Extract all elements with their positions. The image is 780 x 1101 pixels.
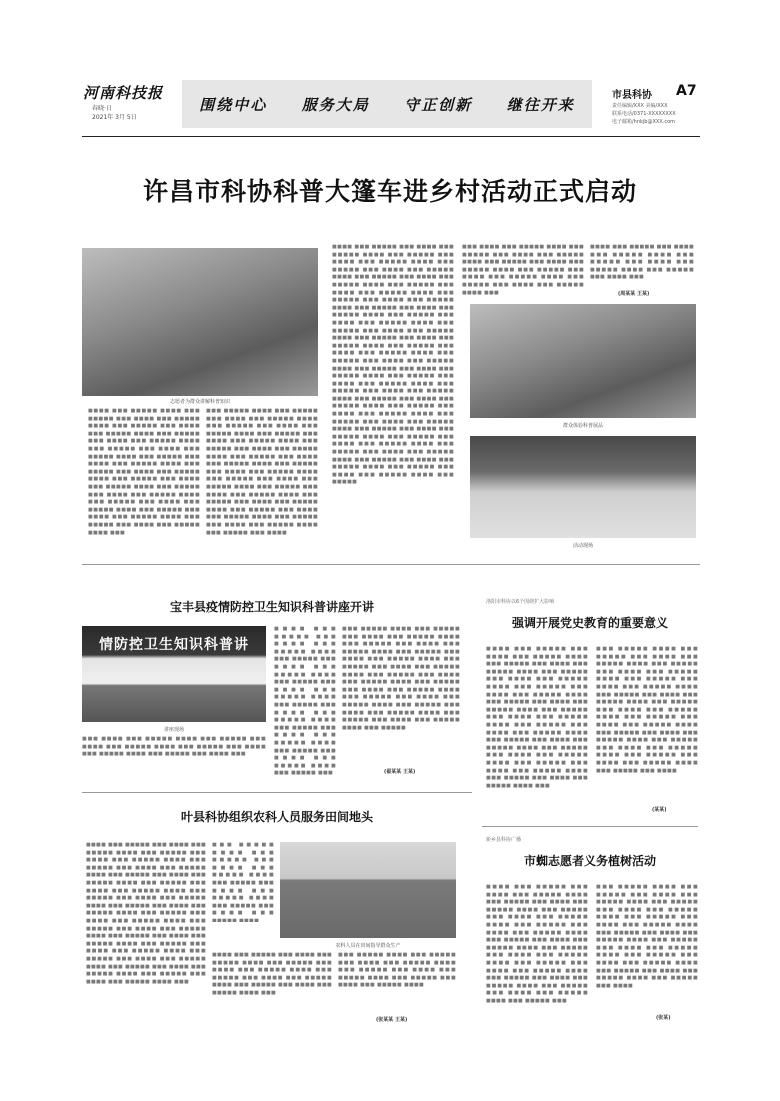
lead-body-col-2: ■■■ ■■■■■ ■■■■ ■■■ ■■■■■ ■■■ ■■■■ ■■■ ■■■■■ ■■■■ ■■■ ■■■■■ ■■■ ■■■■ ■■■ ■■■■■ ■■■■ ■■■ ■■■■■ ■■■ ■■■■ ■■■ ■■■■■ ■■■■ ■■■ ■■■■■ ■■■ ■■■■ ■■■ ■■■■■ ■■■■ ■■■ ■■■■■ ■■■ ■■■■ ■■■ ■■■■■ ■■■■ ■■■ ■■■■■ ■■■ ■■■■ ■■■ ■■■■■ ■■■■ ■■■ ■■■■■ ■■■ ■■■■ ■■■ ■■■■■ ■■■■ ■■■ ■■■■■ ■■■ ■■■■ ■■■ ■■■■■ ■■■■ ■■■ ■■■■■ ■■■ ■■■■ ■■■ ■■■■■ ■■■■ ■■■ ■■■■■ ■■■ ■■■■ ■■■ ■■■■■ ■■■■ ■■■ ■■■■■ ■■■ ■■■■ ■■■ ■■■■■ ■■■■ ■■■ ■■■■■ ■■■ ■■■■ bbox=[206, 408, 318, 536]
story2-body-b: ■■■■ ■■■ ■■■■■ ■■■ ■■■■ ■■■ ■■■■■ ■■■■ ■■■ ■■■■■ ■■■ ■■■■ ■■■ ■■■■■ ■■■■ ■■■ ■■■■■ ■■■ ■■■■ ■■■ ■■■■■ ■■■■ ■■■ ■■■■■ ■■■ ■■■■ ■■■ ■■■■■ ■■■■ ■■■ ■■■■■ ■■■ ■■■■ ■■■ ■■■■■ ■■■■ ■■■ ■■■■■ ■■■ ■■■■ ■■■ ■■■■■ ■■■■ ■■■ ■■■■■ ■■■ bbox=[274, 626, 336, 776]
masthead-date: 2021年 3月 5日 bbox=[92, 114, 137, 121]
story2-banner-text: 情防控卫生知识科普讲 bbox=[99, 637, 249, 653]
masthead-issue-info bbox=[92, 104, 137, 122]
story4-body-col-4: ■■■ ■■■■■ ■■■■ ■■■ ■■■■■ ■■■ ■■■■ ■■■ ■■■■■ ■■■■ ■■■ ■■■■■ ■■■ ■■■■ ■■■ ■■■■■ ■■■■ ■■■ ■■■■■ ■■■ ■■■■ ■■■ ■■■■■ ■■■■ bbox=[338, 952, 456, 989]
story5-byline: (张某) bbox=[656, 1015, 671, 1021]
newspaper-logo: 河南科技报 bbox=[83, 84, 164, 102]
slogan-4: 继往开来 bbox=[506, 95, 575, 114]
slogan-banner bbox=[182, 80, 592, 128]
story5-body-col-1: ■■■■ ■■■ ■■■■■ ■■■ ■■■■ ■■■ ■■■■■ ■■■■ ■■■ ■■■■■ ■■■ ■■■■ ■■■ ■■■■■ ■■■■ ■■■ ■■■■■ ■■■ ■■■■ ■■■ ■■■■■ ■■■■ ■■■ ■■■■■ ■■■ ■■■■ ■■■ ■■■■■ ■■■■ ■■■ ■■■■■ ■■■ ■■■■ ■■■ ■■■■■ ■■■■ ■■■ ■■■■■ ■■■ ■■■■ ■■■ ■■■■■ ■■■■ ■■■ ■■■■■ ■■■ ■■■■ ■■■ ■■■■■ ■■■■ ■■■ ■■■■■ ■■■ ■■■■ ■■■ ■■■■■ ■■■■ ■■■ ■■■■■ ■■■ ■■■■ ■■■ ■■■■■ ■■■■ ■■■ ■■■■■ ■■■ bbox=[486, 884, 588, 1004]
story5-body-col-2: ■■■ ■■■■■ ■■■■ ■■■ ■■■■■ ■■■ ■■■■ ■■■ ■■■■■ ■■■■ ■■■ ■■■■■ ■■■ ■■■■ ■■■ ■■■■■ ■■■■ ■■■ ■■■■■ ■■■ ■■■■ ■■■ ■■■■■ ■■■■ ■■■ ■■■■■ ■■■ ■■■■ ■■■ ■■■■■ ■■■■ ■■■ ■■■■■ ■■■ ■■■■ ■■■ ■■■■■ ■■■■ ■■■ ■■■■■ ■■■ ■■■■ ■■■ ■■■■■ ■■■■ ■■■ ■■■■■ ■■■ ■■■■ ■■■ ■■■■■ ■■■■ ■■■ ■■■■■ ■■■ ■■■■ bbox=[596, 884, 698, 989]
story2-photo-caption: 讲座现场 bbox=[163, 727, 184, 733]
story2-body-c: ■■■ ■■■■■ ■■■■ ■■■ ■■■■■ ■■■ ■■■■ ■■■ ■■■■■ ■■■■ ■■■ ■■■■■ ■■■ ■■■■ ■■■ ■■■■■ ■■■■ ■■■ ■■■■■ ■■■ ■■■■ ■■■ ■■■■■ ■■■■ ■■■ ■■■■■ ■■■ ■■■■ ■■■ ■■■■■ ■■■■ ■■■ ■■■■■ ■■■ ■■■■ ■■■ ■■■■■ ■■■■ ■■■ ■■■■■ ■■■ ■■■■ ■■■ ■■■■■ ■■■■ ■■■ ■■■■■ ■■■ ■■■■ ■■■ ■■■■■ ■■■■ ■■■ ■■■■■ ■■■ ■■■■ ■■■ ■■■■■ ■■■■ ■■■ ■■■■■ ■■■ ■■■■ ■■■ ■■■■■ ■■■■ ■■■ ■■■■■ bbox=[342, 626, 460, 731]
story4-body-col-1: ■■■■ ■■■ ■■■■■ ■■■ ■■■■ ■■■ ■■■■■ ■■■■ ■■■ ■■■■■ ■■■ ■■■■ ■■■ ■■■■■ ■■■■ ■■■ ■■■■■ ■■■ ■■■■ ■■■ ■■■■■ ■■■■ ■■■ ■■■■■ ■■■ ■■■■ ■■■ ■■■■■ ■■■■ ■■■ ■■■■■ ■■■ ■■■■ ■■■ ■■■■■ ■■■■ ■■■ ■■■■■ ■■■ ■■■■ ■■■ ■■■■■ ■■■■ ■■■ ■■■■■ ■■■ ■■■■ ■■■ ■■■■■ ■■■■ ■■■ ■■■■■ ■■■ ■■■■ ■■■ ■■■■■ ■■■■ ■■■ ■■■■■ ■■■ ■■■■ ■■■ ■■■■■ ■■■■ ■■■ ■■■■■ ■■■ ■■■■ ■■■ ■■■■■ ■■■■ ■■■ ■■■■■ ■■■ ■■■■ ■■■ ■■■■■ ■■■■ ■■■ ■■■■■ ■■■ ■■■■ ■■■ ■■■■■ ■■■■ ■■■ ■■■■■ ■■■ ■■■■ ■■■ ■■■■■ ■■■■ ■■■ ■■■■■ ■■■ ■■■■ ■■■ ■■■■■ ■■■■ ■■■ bbox=[86, 842, 206, 985]
story3-divider bbox=[482, 826, 698, 827]
lead-photo-1-caption: 志愿者为群众讲解科普知识 bbox=[169, 399, 230, 405]
section-divider bbox=[82, 564, 700, 565]
story3-body-col-1: ■■■■ ■■■ ■■■■■ ■■■ ■■■■ ■■■ ■■■■■ ■■■■ ■■■ ■■■■■ ■■■ ■■■■ ■■■ ■■■■■ ■■■■ ■■■ ■■■■■ ■■■ ■■■■ ■■■ ■■■■■ ■■■■ ■■■ ■■■■■ ■■■ ■■■■ ■■■ ■■■■■ ■■■■ ■■■ ■■■■■ ■■■ ■■■■ ■■■ ■■■■■ ■■■■ ■■■ ■■■■■ ■■■ ■■■■ ■■■ ■■■■■ ■■■■ ■■■ ■■■■■ ■■■ ■■■■ ■■■ ■■■■■ ■■■■ ■■■ ■■■■■ ■■■ ■■■■ ■■■ ■■■■■ ■■■■ ■■■ ■■■■■ ■■■ ■■■■ ■■■ ■■■■■ ■■■■ ■■■ ■■■■■ ■■■ ■■■■ ■■■ ■■■■■ ■■■■ ■■■ ■■■■■ ■■■ ■■■■ ■■■ ■■■■■ ■■■■ ■■■ bbox=[486, 646, 588, 789]
story4-photo-caption: 农科人员在田间指导群众生产 bbox=[335, 943, 401, 949]
story2-headline: 宝丰县疫情防控卫生知识科普讲座开讲 bbox=[169, 600, 374, 614]
email-line: 电子邮箱/hnkjb@XXX.com bbox=[612, 119, 676, 125]
lead-byline: (周某某 王某) bbox=[618, 291, 650, 297]
slogan-3: 守正创新 bbox=[404, 95, 473, 114]
lead-photo-2-caption: 群众体验科普展品 bbox=[562, 423, 603, 429]
story5-kicker: 新乡县科协广播 bbox=[486, 837, 522, 843]
story2-body-a: ■■■ ■■■■ ■■■ ■■■■■ ■■■■ ■■■ ■■■■■ ■■■ ■■■■ ■■■ ■■■■■ ■■■■ ■■■ ■■■■■ ■■■ ■■■■ ■■■ ■■■■■ ■■■■ ■■■ ■■■■■ ■■■ ■■■■ ■■■ bbox=[82, 736, 266, 758]
story5-headline: 市蜘志愿者义务植树活动 bbox=[523, 854, 656, 868]
lead-photo-1 bbox=[82, 248, 318, 396]
editor-info bbox=[612, 102, 676, 126]
story2-byline: (翟某某 王某) bbox=[384, 769, 416, 775]
lead-photo-2 bbox=[470, 304, 696, 418]
slogan-2: 服务大局 bbox=[301, 95, 370, 114]
story3-body-col-2: ■■■ ■■■■■ ■■■■ ■■■ ■■■■■ ■■■ ■■■■ ■■■ ■■■■■ ■■■■ ■■■ ■■■■■ ■■■ ■■■■ ■■■ ■■■■■ ■■■■ ■■■ ■■■■■ ■■■ ■■■■ ■■■ ■■■■■ ■■■■ ■■■ ■■■■■ ■■■ ■■■■ ■■■ ■■■■■ ■■■■ ■■■ ■■■■■ ■■■ ■■■■ ■■■ ■■■■■ ■■■■ ■■■ ■■■■■ ■■■ ■■■■ ■■■ ■■■■■ ■■■■ ■■■ ■■■■■ ■■■ ■■■■ ■■■ ■■■■■ ■■■■ ■■■ ■■■■■ ■■■ ■■■■ ■■■ ■■■■■ ■■■■ ■■■ ■■■■■ ■■■ ■■■■ ■■■ ■■■■■ ■■■■ ■■■ ■■■■■ ■■■ ■■■■ bbox=[596, 646, 698, 774]
story2-divider bbox=[82, 792, 472, 793]
lead-body-col-5: ■■■■ ■■■ ■■■■■ ■■■ ■■■■ ■■■ ■■■■■ ■■■■ ■■■ ■■■■■ ■■■ ■■■■ ■■■ ■■■■■ ■■■■ ■■■ ■■■■■ ■■■ ■■■■ ■■■ bbox=[590, 244, 694, 281]
story3-headline: 强调开展党史教育的重要意义 bbox=[511, 616, 668, 630]
story3-kicker: 洛阳市科协以6个围绕扩大影响 bbox=[486, 599, 555, 605]
story4-body-col-2: ■■■ ■■■■■ ■■■■ ■■■ ■■■■■ ■■■ ■■■■ ■■■ ■■■■■ ■■■■ ■■■ ■■■■■ ■■■ ■■■■ ■■■ ■■■■■ ■■■■ ■■■ ■■■■■ ■■■ ■■■■ ■■■ ■■■■■ ■■■■ bbox=[212, 842, 274, 922]
story3-byline: (某某) bbox=[652, 807, 667, 813]
phone-line: 联系电话/0371-XXXXXXXX bbox=[612, 111, 676, 117]
lead-headline: 许昌市科协科普大篷车进乡村活动正式启动 bbox=[142, 177, 637, 206]
masthead-rule bbox=[82, 136, 700, 137]
section-name: 市县科协 bbox=[612, 90, 652, 101]
lead-body-col-1: ■■■■ ■■■ ■■■■■ ■■■■ ■■■ ■■■■■ ■■■ ■■■■ ■■■ ■■■■■ ■■■■ ■■■ ■■■■■ ■■■ ■■■■ ■■■ ■■■■■ ■■■■ ■■■ ■■■■■ ■■■ ■■■■ ■■■ ■■■■■ ■■■■ ■■■ ■■■■■ ■■■ ■■■■ ■■■ ■■■■■ ■■■■ ■■■ ■■■■■ ■■■ ■■■■ ■■■ ■■■■■ ■■■■ ■■■ ■■■■■ ■■■ ■■■■ ■■■ ■■■■■ ■■■■ ■■■ ■■■■■ ■■■ ■■■■ ■■■ ■■■■■ ■■■■ ■■■ ■■■■■ ■■■ ■■■■ ■■■ ■■■■■ ■■■■ ■■■ ■■■■■ ■■■ ■■■■ ■■■ ■■■■■ ■■■■ ■■■ ■■■■■ ■■■ ■■■■ ■■■ ■■■■■ ■■■■ ■■■ ■■■■■ ■■■ ■■■■ ■■■ ■■■■■ ■■■■ ■■■ bbox=[88, 408, 200, 536]
lead-photo-3-caption: 活动现场 bbox=[572, 543, 593, 549]
masthead-sub-line: 春晓·日 bbox=[92, 105, 112, 112]
story4-photo bbox=[280, 842, 456, 938]
lead-photo-3 bbox=[470, 436, 696, 538]
lead-body-col-3: ■■■■ ■■■ ■■■■■ ■■■ ■■■■ ■■■ ■■■■■ ■■■■ ■■■ ■■■■■ ■■■ ■■■■ ■■■ ■■■■■ ■■■■ ■■■ ■■■■■ ■■■ ■■■■ ■■■ ■■■■■ ■■■■ ■■■ ■■■■■ ■■■ ■■■■ ■■■ ■■■■■ ■■■■ ■■■ ■■■■■ ■■■ ■■■■ ■■■ ■■■■■ ■■■■ ■■■ ■■■■■ ■■■ ■■■■ ■■■ ■■■■■ ■■■■ ■■■ ■■■■■ ■■■ ■■■■ ■■■ ■■■■■ ■■■■ ■■■ ■■■■■ ■■■ ■■■■ ■■■ ■■■■■ ■■■■ ■■■ ■■■■■ ■■■ ■■■■ ■■■ ■■■■■ ■■■■ ■■■ ■■■■■ ■■■ ■■■■ ■■■ ■■■■■ ■■■■ ■■■ ■■■■■ ■■■ ■■■■ ■■■ ■■■■■ ■■■■ ■■■ ■■■■■ ■■■ ■■■■ ■■■ ■■■■■ ■■■■ ■■■ ■■■■■ ■■■ ■■■■ ■■■ ■■■■■ ■■■■ ■■■ ■■■■■ ■■■ ■■■■ ■■■ ■■■■■ ■■■■ ■■■ ■■■■■ ■■■ ■■■■ ■■■ ■■■■■ ■■■■ ■■■ ■■■■■ ■■■ ■■■■ ■■■ ■■■■■ ■■■■ ■■■ ■■■■■ ■■■ ■■■■ ■■■ ■■■■■ ■■■■ ■■■ ■■■■■ ■■■ ■■■■ ■■■ ■■■■■ ■■■■ ■■■ ■■■■■ ■■■ ■■■■ ■■■ ■■■■■ ■■■■ ■■■ ■■■■■ ■■■ ■■■■ ■■■ ■■■■■ ■■■■ ■■■ ■■■■■ ■■■ ■■■■ ■■■ ■■■■■ ■■■■ ■■■ ■■■■■ ■■■ ■■■■ ■■■ ■■■■■ ■■■■ ■■■ ■■■■■ ■■■ ■■■■ ■■■ ■■■■■ ■■■■ ■■■ ■■■■■ bbox=[332, 244, 454, 486]
story4-body-col-3: ■■■■ ■■■ ■■■■■ ■■■ ■■■■ ■■■ ■■■■■ ■■■■ ■■■ ■■■■■ ■■■ ■■■■ ■■■ ■■■■■ ■■■■ ■■■ ■■■■■ ■■■ ■■■■ ■■■ ■■■■■ ■■■■ ■■■ ■■■■■ ■■■ ■■■■ ■■■ ■■■■■ ■■■■ ■■■ bbox=[212, 952, 332, 996]
story4-byline: (张某某 王某) bbox=[376, 1017, 408, 1023]
story2-photo bbox=[82, 626, 266, 722]
editor-line: 责任编辑/XXX 美编/XXX bbox=[612, 103, 668, 109]
page-number: A7 bbox=[676, 83, 697, 99]
story4-headline: 叶县科协组织农科人员服务田间地头 bbox=[180, 810, 373, 824]
lead-body-col-4: ■■■ ■■■■ ■■■ ■■■■■ ■■■■ ■■■ ■■■■■ ■■■ ■■■■ ■■■ ■■■■■ ■■■■ ■■■ ■■■■■ ■■■ ■■■■ ■■■ ■■■■■ ■■■■ ■■■ ■■■■■ ■■■ ■■■■ ■■■ ■■■■■ ■■■■ ■■■ ■■■■■ ■■■ ■■■■ ■■■ ■■■■■ ■■■■ ■■■ bbox=[462, 244, 584, 296]
slogan-1: 围绕中心 bbox=[199, 95, 268, 114]
